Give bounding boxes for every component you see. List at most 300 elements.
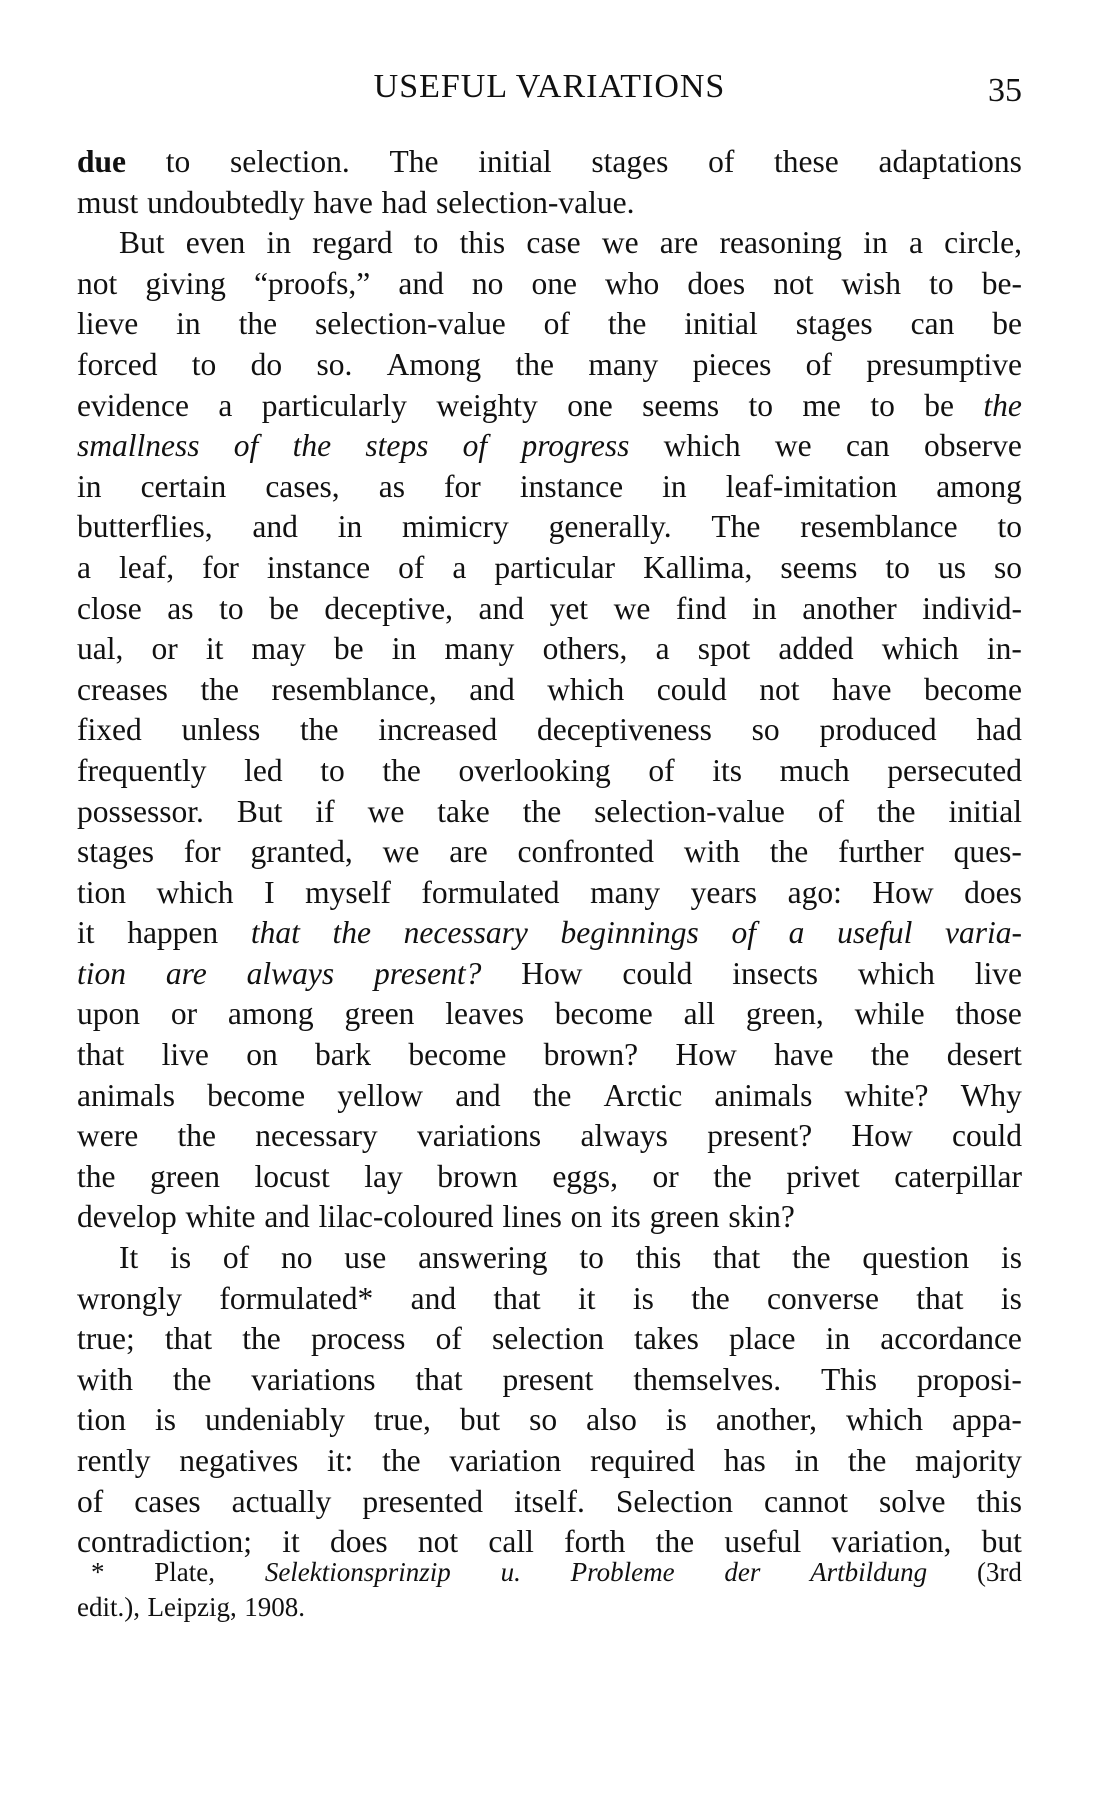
word: to <box>191 346 217 382</box>
word: the <box>77 1158 116 1194</box>
word: if <box>315 793 335 829</box>
word: be <box>333 631 364 667</box>
word: all <box>683 996 716 1032</box>
word: in <box>825 1321 851 1357</box>
word: to <box>885 549 910 585</box>
word: we <box>382 834 420 870</box>
word: become <box>408 1037 507 1073</box>
word: steps <box>365 428 429 464</box>
word: we <box>601 225 639 261</box>
text-line <box>77 386 1022 427</box>
word: of <box>817 793 845 829</box>
word: stages <box>795 306 873 342</box>
word: the <box>515 346 554 382</box>
word: the <box>983 387 1022 423</box>
word: This <box>821 1361 878 1397</box>
word: among <box>936 468 1022 504</box>
word: must <box>77 184 139 220</box>
word: Plate, <box>154 1557 216 1587</box>
word: the <box>877 793 916 829</box>
word: forced <box>77 346 158 382</box>
word: to <box>219 590 244 626</box>
word: selection. <box>229 144 350 179</box>
word: the <box>382 1443 421 1478</box>
word: a <box>452 549 467 585</box>
word: of <box>77 1483 104 1519</box>
word: der <box>724 1557 761 1587</box>
word: me <box>802 387 841 423</box>
word: led <box>244 752 283 788</box>
word: selection <box>491 1321 604 1357</box>
word: one <box>567 387 613 423</box>
word: tion <box>77 955 127 991</box>
word: of <box>222 1240 250 1276</box>
word: fixed <box>77 712 142 748</box>
word: which <box>845 1402 923 1438</box>
word: necessary <box>403 915 528 951</box>
word: which <box>881 631 959 667</box>
word: stages <box>77 834 154 870</box>
word: forth <box>564 1524 626 1560</box>
word: brown? <box>543 1037 639 1073</box>
word: the <box>172 1361 212 1397</box>
text-line <box>77 1076 1022 1117</box>
word: accordance <box>880 1321 1022 1357</box>
word: to <box>413 225 439 261</box>
word: converse <box>767 1280 879 1316</box>
word: its <box>712 752 743 788</box>
word: true; <box>77 1321 135 1357</box>
word: varia- <box>945 915 1022 951</box>
word: the <box>522 793 562 829</box>
word: Probleme <box>570 1557 675 1587</box>
word: that <box>250 915 300 951</box>
word: smallness <box>77 428 200 464</box>
text-line <box>77 223 1022 264</box>
word: rently <box>77 1443 151 1478</box>
word: variation <box>449 1443 562 1478</box>
word: that <box>713 1240 761 1276</box>
word: that <box>493 1280 541 1316</box>
word: pieces <box>692 346 772 382</box>
word: deceptive, <box>324 590 453 626</box>
word: myself <box>305 874 391 910</box>
word: frequently <box>77 752 207 788</box>
word: variations <box>416 1118 542 1154</box>
word: proposi- <box>916 1361 1022 1397</box>
text-line <box>77 710 1022 751</box>
word: adaptations <box>878 144 1022 179</box>
word: green <box>150 1158 220 1194</box>
word: seems <box>642 387 720 423</box>
word: majority <box>915 1443 1022 1478</box>
word: have <box>832 671 892 707</box>
word: ual, <box>77 631 124 667</box>
word: live <box>974 955 1022 991</box>
word: white <box>185 1199 256 1235</box>
word: may <box>251 631 306 667</box>
text-line <box>77 345 1022 386</box>
word: close <box>77 590 142 626</box>
word: The <box>711 509 761 545</box>
footnote-line <box>77 1590 1022 1625</box>
word: answering <box>418 1240 548 1276</box>
word: is <box>170 1240 192 1276</box>
word: present? <box>707 1118 813 1154</box>
word: call <box>488 1524 534 1560</box>
word: have <box>313 184 373 220</box>
word: formulated <box>421 874 560 910</box>
text-line <box>77 1319 1022 1360</box>
text-line <box>77 751 1022 792</box>
word: of <box>731 915 756 951</box>
word: in <box>337 509 363 545</box>
word: or <box>652 1158 679 1194</box>
word: the <box>238 306 278 342</box>
word: Kallima, <box>643 549 753 585</box>
word: is <box>1000 1240 1022 1276</box>
body-text <box>77 142 1022 1563</box>
text-line <box>77 832 1022 873</box>
word: mimicry <box>402 509 509 545</box>
word: in <box>752 590 777 626</box>
word: so. <box>316 346 353 382</box>
word: negatives <box>179 1443 299 1478</box>
word: actually <box>231 1483 332 1519</box>
word: beginnings <box>560 915 699 951</box>
word: but <box>459 1402 501 1438</box>
word: it: <box>327 1443 354 1478</box>
word: persecuted <box>887 752 1022 788</box>
word: instance <box>519 468 624 504</box>
word: true, <box>374 1402 431 1438</box>
word: had <box>976 712 1022 748</box>
word: green <box>649 1199 720 1235</box>
word: skin? <box>728 1199 795 1235</box>
word: circle, <box>944 225 1022 261</box>
word: many <box>444 631 515 667</box>
word: in <box>176 306 201 342</box>
word: initial <box>478 144 552 179</box>
word: it <box>205 631 224 667</box>
word: so <box>993 549 1022 585</box>
word: to <box>997 509 1022 545</box>
page-number: 35 <box>988 72 1022 109</box>
word: takes <box>634 1321 699 1357</box>
word: wish <box>841 265 902 301</box>
word: and <box>455 1077 501 1113</box>
word: not <box>773 265 814 301</box>
word: observe <box>923 428 1022 464</box>
word: formulated* <box>219 1280 374 1316</box>
word: further <box>838 834 924 870</box>
word: we <box>613 590 651 626</box>
word: eggs, <box>552 1158 618 1194</box>
word: the <box>292 428 332 464</box>
word: that <box>415 1361 463 1397</box>
word: edit.), <box>77 1592 140 1622</box>
word: on <box>246 1037 278 1073</box>
word: with <box>683 834 740 870</box>
text-line <box>77 426 1022 467</box>
word: that <box>77 1037 125 1073</box>
word: to <box>320 752 345 788</box>
word: for <box>444 468 481 504</box>
word: lilac-coloured <box>318 1199 494 1235</box>
word: are <box>165 955 207 991</box>
word: not <box>77 265 118 301</box>
word: while <box>854 996 925 1032</box>
word: seems <box>780 549 858 585</box>
word: which <box>156 874 234 910</box>
word: initial <box>684 306 758 342</box>
word: undeniably <box>205 1402 345 1438</box>
word: increased <box>378 712 498 748</box>
word: no <box>280 1240 313 1276</box>
word: are <box>449 834 488 870</box>
word: happen <box>127 915 219 951</box>
word: initial <box>948 793 1022 829</box>
word: the <box>200 671 239 707</box>
word: many <box>588 346 659 382</box>
word: leaf, <box>119 549 175 585</box>
word: “proofs,” <box>253 265 371 301</box>
word: 1908. <box>244 1592 306 1622</box>
running-head: USEFUL VARIATIONS <box>373 68 726 105</box>
word: solve <box>878 1483 946 1519</box>
word: use <box>344 1240 387 1276</box>
word: spot <box>697 631 751 667</box>
word: ago: <box>787 874 842 910</box>
word: stages <box>591 144 669 179</box>
word: those <box>955 996 1022 1032</box>
text-line <box>77 1400 1022 1441</box>
text-line <box>77 1035 1022 1076</box>
word: for <box>183 834 221 870</box>
word: certain <box>140 468 227 504</box>
word: be <box>269 590 299 626</box>
word: a <box>655 631 670 667</box>
word: could <box>622 955 693 991</box>
word: the <box>332 915 371 951</box>
word: selection-value <box>594 793 785 829</box>
word: cases, <box>265 468 340 504</box>
text-line <box>77 629 1022 670</box>
word: the <box>300 712 339 748</box>
word: brown <box>437 1158 518 1194</box>
word: cannot <box>764 1483 848 1519</box>
word: always <box>246 955 335 991</box>
word: unless <box>181 712 261 748</box>
word: and <box>252 509 298 545</box>
word: appa- <box>951 1402 1022 1438</box>
word: the <box>382 752 421 788</box>
word: the <box>691 1280 730 1316</box>
word: it <box>578 1280 596 1316</box>
word: in <box>266 225 291 261</box>
word: is <box>1000 1280 1022 1316</box>
word: instance <box>266 549 371 585</box>
word: become <box>554 996 653 1032</box>
word: evidence <box>77 387 189 423</box>
text-line <box>77 1238 1022 1279</box>
text-line <box>77 507 1022 548</box>
word: on <box>570 1199 603 1235</box>
word: be <box>992 306 1022 342</box>
word: can <box>910 306 955 342</box>
word: How <box>872 874 934 910</box>
word: reasoning <box>719 225 842 261</box>
word: How <box>851 1118 913 1154</box>
word: to <box>579 1240 604 1276</box>
word: has <box>723 1443 766 1478</box>
word: I <box>264 874 275 910</box>
word: always <box>580 1118 668 1154</box>
word: The <box>389 144 439 179</box>
word: useful <box>837 915 913 951</box>
word: become <box>924 671 1022 707</box>
word: is <box>632 1280 654 1316</box>
word: is <box>665 1402 687 1438</box>
word: resemblance, <box>271 671 437 707</box>
word: lieve <box>77 306 139 342</box>
word: weighty <box>436 387 538 423</box>
word: among <box>227 996 314 1032</box>
text-line <box>77 548 1022 589</box>
word: of <box>462 428 488 464</box>
word: presumptive <box>866 346 1022 382</box>
word: its <box>610 1199 641 1235</box>
word: and <box>264 1199 310 1235</box>
text-line <box>77 1482 1022 1523</box>
word: that <box>916 1280 964 1316</box>
word: useful <box>724 1524 802 1560</box>
word: Artbildung <box>810 1557 928 1587</box>
word: How <box>675 1037 737 1073</box>
word: present? <box>374 955 482 991</box>
word: of <box>398 549 425 585</box>
word: granted, <box>250 834 353 870</box>
word: we <box>774 428 812 464</box>
footnote <box>77 1555 1022 1625</box>
word: green, <box>745 996 824 1032</box>
text-line <box>77 1279 1022 1320</box>
word: to <box>748 387 774 423</box>
word: variations <box>251 1361 376 1397</box>
word: animals <box>714 1077 813 1113</box>
word: regard <box>312 225 393 261</box>
word: is <box>155 1402 177 1438</box>
word: selection-value. <box>435 184 635 220</box>
word: of <box>648 752 675 788</box>
word: this <box>976 1483 1022 1519</box>
word: and <box>398 265 444 301</box>
word: required <box>590 1443 696 1478</box>
word: as <box>167 590 194 626</box>
word: it <box>282 1524 300 1560</box>
word: desert <box>946 1037 1022 1073</box>
word: of <box>435 1321 462 1357</box>
text-line <box>77 994 1022 1035</box>
word: had <box>381 184 428 220</box>
word: of <box>805 346 832 382</box>
word: deceptiveness <box>536 712 712 748</box>
word: u. <box>500 1557 521 1587</box>
text-line <box>77 873 1022 914</box>
word: present <box>502 1361 594 1397</box>
word: question <box>862 1240 970 1276</box>
word: the <box>242 1321 281 1357</box>
text-line <box>77 792 1022 833</box>
word: yet <box>549 590 589 626</box>
word: place <box>729 1321 796 1357</box>
word: which <box>663 428 741 464</box>
word: How <box>521 955 583 991</box>
word: cases <box>134 1483 201 1519</box>
word: leaves <box>445 996 524 1032</box>
word: generally. <box>548 509 672 545</box>
word: tion <box>77 874 127 910</box>
word: much <box>779 752 850 788</box>
word: the <box>870 1037 910 1073</box>
word: animals <box>77 1077 175 1113</box>
word: It <box>119 1240 139 1276</box>
word: even <box>185 225 246 261</box>
word: years <box>690 874 758 910</box>
word: does <box>964 874 1022 910</box>
text-line <box>77 1116 1022 1157</box>
word: as <box>378 468 405 504</box>
word: progress <box>521 428 630 464</box>
word: undoubtedly <box>147 184 305 220</box>
word: the <box>177 1118 216 1154</box>
word: which <box>857 955 935 991</box>
text-line <box>77 1197 1022 1238</box>
word: variation, <box>831 1524 952 1560</box>
word: the <box>655 1524 695 1560</box>
word: do <box>250 346 283 382</box>
word: in <box>391 631 417 667</box>
word: leaf-imitation <box>725 468 898 504</box>
word: resemblance <box>800 509 958 545</box>
word: be <box>924 387 954 423</box>
word: the <box>847 1443 887 1478</box>
word: these <box>774 144 839 179</box>
word: in <box>77 468 102 504</box>
text-line <box>77 467 1022 508</box>
word: ques- <box>953 834 1022 870</box>
word: or <box>170 996 198 1032</box>
word: lines <box>502 1199 562 1235</box>
word: the <box>792 1240 831 1276</box>
word: us <box>937 549 966 585</box>
word: due <box>77 144 127 179</box>
word: (3rd <box>976 1557 1022 1587</box>
word: for <box>202 549 239 585</box>
text-line <box>77 589 1022 630</box>
word: not <box>417 1524 459 1560</box>
word: take <box>437 793 490 829</box>
word: so <box>751 712 780 748</box>
word: wrongly <box>77 1280 182 1316</box>
word: Leipzig, <box>147 1592 237 1622</box>
word: the <box>769 834 809 870</box>
word: butterflies, <box>77 509 213 545</box>
word: does <box>687 265 746 301</box>
word: white? <box>844 1077 929 1113</box>
word: this <box>459 225 506 261</box>
word: overlooking <box>458 752 611 788</box>
